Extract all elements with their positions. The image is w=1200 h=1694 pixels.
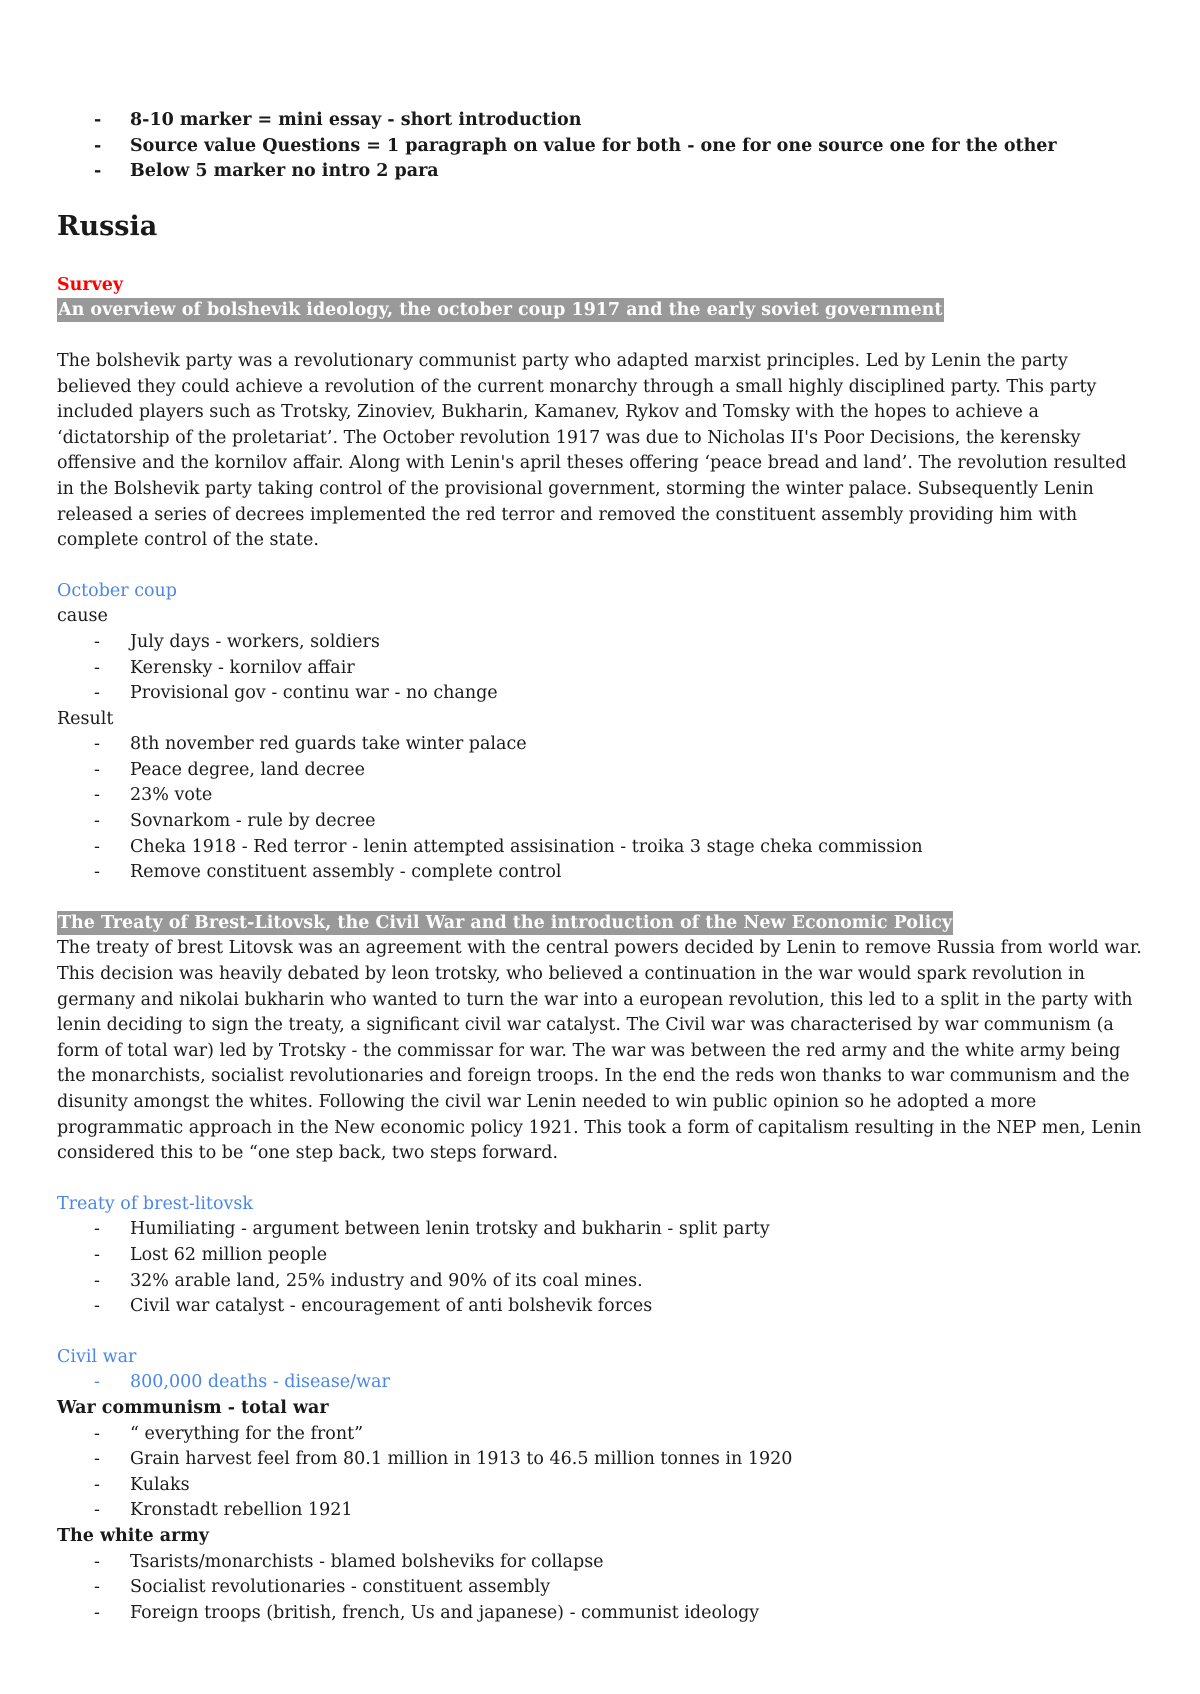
civil-war-list <box>57 1370 1147 1396</box>
cause-list <box>57 630 1147 707</box>
survey-label: Survey <box>57 274 124 295</box>
white-army-heading: The white army <box>57 1525 209 1546</box>
intro-bullet: - Source value Questions = 1 paragraph on value for both - one for one source one for the other <box>57 134 1147 160</box>
list-item: - Remove constituent assembly - complete control <box>57 860 1147 886</box>
list-item: - Foreign troops (british, french, Us and japanese) - communist ideology <box>57 1601 1147 1627</box>
list-item: - Kronstadt rebellion 1921 <box>57 1498 1147 1524</box>
result-list <box>57 732 1147 886</box>
list-item: - Civil war catalyst - encouragement of anti bolshevik forces <box>57 1294 1147 1320</box>
list-item: - 32% arable land, 25% industry and 90% of its coal mines. <box>57 1269 1147 1295</box>
intro-bullet: - 8-10 marker = mini essay - short introduction <box>57 108 1147 134</box>
section1-paragraph: The bolshevik party was a revolutionary communist party who adapted marxist principles. Led by Lenin the party believed they could achieve a revolution of the current monarchy through a small highly disciplined party. This party included players such as Trotsky, Zinoviev, Bukharin, Kamanev, Rykov and Tomsky with the hopes to achieve a ‘dictatorship of the proletariat’. The October revolution 1917 was due to Nicholas II's Poor Decisions, the kerensky offensive and the kornilov affair. Along with Lenin's april theses offering ‘peace bread and land’. The revolution resulted in the Bolshevik party taking control of the provisional government, storming the winter palace. Subsequently Lenin released a series of decrees implemented the red terror and removed the constituent assembly providing him with complete control of the state. <box>57 350 1127 551</box>
civil-war-heading: Civil war <box>57 1346 137 1367</box>
list-item: - Provisional gov - continu war - no change <box>57 681 1147 707</box>
list-item: - 23% vote <box>57 783 1147 809</box>
list-item: - 8th november red guards take winter palace <box>57 732 1147 758</box>
section2-paragraph: The treaty of brest Litovsk was an agreement with the central powers decided by Lenin to remove Russia from world war. This decision was heavily debated by leon trotsky, who believed a continuation in the war would spark revolution in germany and nikolai bukharin who wanted to turn the war into a european revolution, this led to a split in the party with lenin deciding to sign the treaty, a significant civil war catalyst. The Civil war was characterised by war communism (a form of total war) led by Trotsky - the commissar for war. The war was between the red army and the white army being the monarchists, socialist revolutionaries and foreign troops. In the end the reds won thanks to war communism and the disunity amongst the whites. Following the civil war Lenin needed to win public opinion so he adopted a more programmatic approach in the New economic policy 1921. This took a form of capitalism resulting in the NEP men, Lenin considered this to be “one step back, two steps forward. <box>57 938 1142 1164</box>
list-item: - Socialist revolutionaries - constituent assembly <box>57 1575 1147 1601</box>
result-label: Result <box>57 708 114 729</box>
cause-label: cause <box>57 606 108 627</box>
section2-heading: The Treaty of Brest-Litovsk, the Civil War and the introduction of the New Economic Policy <box>58 912 953 933</box>
section1-heading: An overview of bolshevik ideology, the october coup 1917 and the early soviet government <box>58 300 943 321</box>
list-item: - “ everything for the front” <box>57 1422 1147 1448</box>
treaty-list <box>57 1217 1147 1319</box>
list-item: - 800,000 deaths - disease/war <box>57 1370 1147 1396</box>
war-communism-list <box>57 1422 1147 1524</box>
list-item: - Kulaks <box>57 1473 1147 1499</box>
list-item: - Sovnarkom - rule by decree <box>57 809 1147 835</box>
list-item: - Grain harvest feel from 80.1 million in 1913 to 46.5 million tonnes in 1920 <box>57 1447 1147 1473</box>
white-army-list <box>57 1550 1147 1627</box>
section2-heading-line <box>57 911 1147 937</box>
treaty-heading: Treaty of brest-litovsk <box>57 1193 253 1214</box>
page-title: Russia <box>57 210 158 242</box>
section1-heading-line <box>57 298 1147 324</box>
list-item: - July days - workers, soldiers <box>57 630 1147 656</box>
document-body <box>57 108 1147 1626</box>
list-item: - Peace degree, land decree <box>57 758 1147 784</box>
list-item: - Kerensky - kornilov affair <box>57 656 1147 682</box>
war-communism-heading: War communism - total war <box>57 1397 329 1418</box>
list-item: - Cheka 1918 - Red terror - lenin attempted assisination - troika 3 stage cheka commission <box>57 835 1147 861</box>
list-item: - Lost 62 million people <box>57 1243 1147 1269</box>
intro-bullet-list <box>57 108 1147 185</box>
intro-bullet: - Below 5 marker no intro 2 para <box>57 159 1147 185</box>
october-coup-heading: October coup <box>57 580 178 601</box>
list-item: - Humiliating - argument between lenin trotsky and bukharin - split party <box>57 1217 1147 1243</box>
list-item: - Tsarists/monarchists - blamed bolsheviks for collapse <box>57 1550 1147 1576</box>
